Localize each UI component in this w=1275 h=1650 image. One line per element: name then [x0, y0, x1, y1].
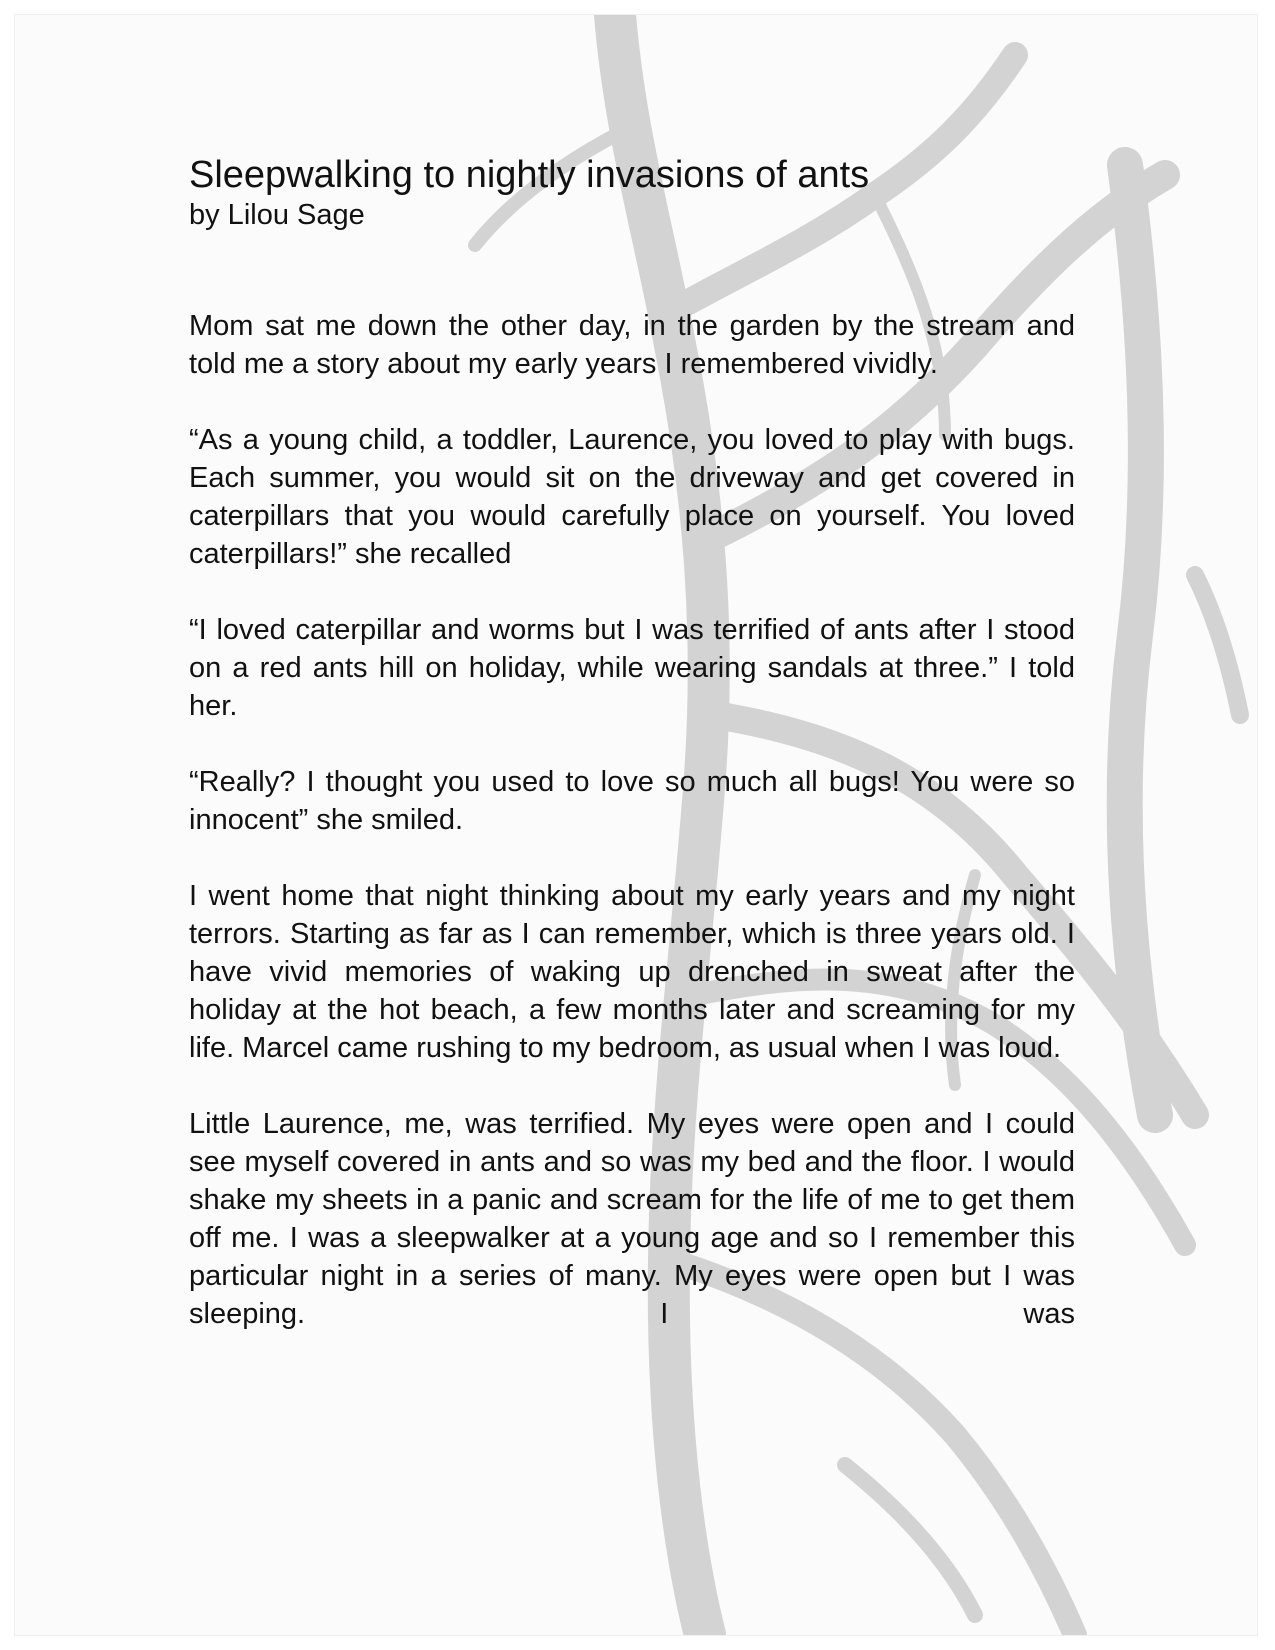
paragraph: Mom sat me down the other day, in the garden by the stream and told me a story about my early years I remembered vividly. [189, 310, 1075, 380]
paragraph: “As a young child, a toddler, Laurence, you loved to play with bugs. Each summer, you would sit on the driveway and get covered in caterpillars that you would carefully place on yourself. You loved caterpillars!” she recalled [189, 424, 1075, 570]
paragraph: Little Laurence, me, was terrified. My eyes were open and I could see myself covered in ants and so was my bed and the floor. I would shake my sheets in a panic and scream for the life of me to get them off me. I was a sleepwalker at a young age and so I remember this particular night in a series of many. My eyes were open but I was sleeping. I was [189, 1108, 1075, 1330]
paragraph: “Really? I thought you used to love so much all bugs! You were so innocent” she smiled. [189, 766, 1075, 836]
paragraph: I went home that night thinking about my early years and my night terrors. Starting as far as I can remember, which is three years old. I have vivid memories of waking up drenched in sweat after the holiday at the hot beach, a few months later and screaming for my life. Marcel came rushing to my bedroom, as usual when I was loud. [189, 880, 1075, 1064]
paragraph: “I loved caterpillar and worms but I was terrified of ants after I stood on a red ants hill on holiday, while wearing sandals at three.” I told her. [189, 614, 1075, 722]
author-byline: by Lilou Sage [189, 199, 365, 231]
document-page [14, 14, 1258, 1636]
story-body [189, 307, 1075, 1333]
document-content [189, 153, 1075, 1333]
page-title: Sleepwalking to nightly invasions of ants [189, 154, 870, 196]
